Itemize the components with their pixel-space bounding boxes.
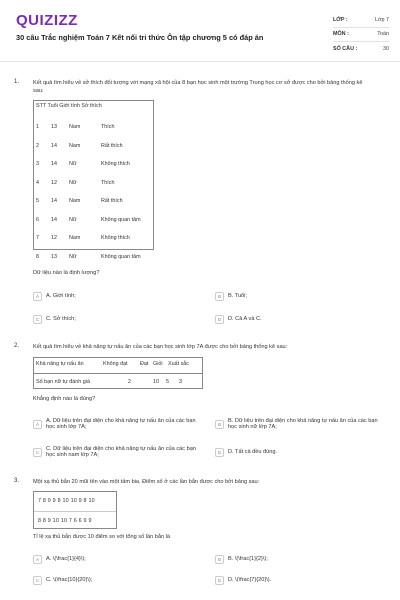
scores-row: 7 8 9 9 8 10 10 9 8 10 — [38, 498, 95, 504]
question-2 — [14, 343, 386, 469]
meta-panel — [333, 13, 389, 57]
subquestion: Tỉ lệ xạ thủ bắn được 10 điểm so với tổng số lần bắn là — [33, 534, 171, 540]
cell-hobby: Không quan tâm — [101, 216, 141, 223]
cooking-table — [33, 357, 203, 389]
header-cell: Không đạt — [103, 361, 128, 367]
cell-age: 12 — [51, 235, 57, 241]
question-text: Kết quả tìm hiểu về khả năng tự nấu ăn của các bạn học sinh lớp 7A được cho bởi bảng thống kê sau: — [33, 344, 288, 350]
cell-age: 13 — [51, 253, 57, 260]
cell-gender: Nam — [69, 124, 81, 130]
option-a[interactable] — [33, 553, 203, 566]
question-text: Kết quả tìm hiểu về sở thích đối tượng với mạng xã hội của 8 bạn học sinh một trường Trung học cơ sở được cho bởi bảng thống kê sau: — [33, 80, 363, 94]
question-text: Một xạ thủ bắn 20 mũi tên vào một tấm bia. Điểm số ở các lần bắn được cho bởi bảng sau: — [33, 479, 260, 485]
table-row — [36, 235, 154, 249]
option-text: D. \(\frac{7}{20}\). — [228, 577, 272, 584]
header-cell: Khả năng tự nấu ăn — [36, 361, 84, 367]
meta-value: 30 — [383, 46, 389, 53]
question-number: 2. — [14, 343, 20, 349]
option-letter: B — [215, 292, 224, 301]
option-d[interactable] — [215, 443, 385, 461]
option-letter: A — [33, 555, 42, 564]
option-letter: D — [215, 576, 224, 585]
cell-hobby: Thích — [101, 124, 115, 130]
table-header: STT Tuổi Giới tính Sở thích — [36, 103, 102, 109]
meta-key: MÔN : — [333, 31, 349, 38]
row-label: Số bạn nữ tự đánh giá — [36, 379, 90, 385]
cell-gender: Nam — [69, 142, 81, 149]
option-text: D. Cả A và C. — [228, 316, 262, 323]
option-text: C. \(\frac{10}{20}\); — [46, 577, 93, 584]
table-row — [36, 198, 154, 212]
option-b[interactable] — [215, 415, 385, 433]
option-a[interactable] — [33, 415, 203, 433]
option-letter: C — [33, 448, 42, 457]
option-d[interactable] — [215, 574, 385, 587]
option-a[interactable] — [33, 290, 203, 303]
page-title: 30 câu Trắc nghiệm Toán 7 Kết nối tri thức Ôn tập chương 5 có đáp án — [16, 33, 264, 42]
option-text: C. Sở thích; — [46, 316, 76, 323]
cell-value: 5 — [166, 379, 169, 385]
cell-stt: 6 — [36, 216, 39, 223]
meta-key: SỐ CÂU : — [333, 46, 358, 53]
cell-age: 14 — [51, 198, 57, 204]
option-letter: A — [33, 420, 42, 429]
option-text: A. Dữ liệu trên đại diện cho khả năng tự nấu ăn của các bạn học sinh lớp 7A; — [46, 417, 196, 430]
cell-stt: 5 — [36, 198, 39, 204]
option-c[interactable] — [33, 313, 203, 326]
option-text: B. \(\frac{1}{2}\); — [228, 556, 268, 563]
meta-value: Toán — [377, 31, 389, 38]
table-row — [36, 124, 154, 138]
question-1 — [14, 79, 386, 331]
table-row — [36, 217, 154, 231]
option-letter: B — [215, 555, 224, 564]
header-cell: Xuất sắc — [168, 361, 189, 367]
scores-row: 8 8 9 10 10 7 6 6 9 9 — [38, 518, 92, 524]
cell-gender: Nữ — [69, 161, 77, 167]
header-cell: Giỏi — [153, 361, 163, 367]
cell-hobby: Rất thích — [101, 198, 123, 204]
meta-row-grade — [333, 13, 389, 28]
cell-hobby: Rất thích — [101, 142, 123, 149]
option-letter: C — [33, 315, 42, 324]
cell-hobby: Không thích — [101, 161, 130, 167]
option-d[interactable] — [215, 313, 385, 326]
option-text: B. Dữ liệu trên đại diện cho khả năng tự nấu ăn của các bạn học sinh nữ lớp 7A; — [228, 417, 378, 430]
option-letter: D — [215, 315, 224, 324]
option-text: D. Tất cả đều đúng. — [228, 448, 278, 455]
option-text: B. Tuổi; — [228, 293, 247, 300]
option-text: A. \(\frac{1}{4}\); — [46, 556, 86, 563]
cell-value: 10 — [153, 379, 159, 385]
option-b[interactable] — [215, 553, 385, 566]
cell-age: 14 — [51, 161, 57, 167]
table-row — [36, 180, 154, 194]
cell-hobby: Thích — [101, 179, 115, 186]
stats-table — [33, 100, 154, 260]
option-c[interactable] — [33, 443, 203, 461]
cell-age: 12 — [51, 179, 57, 186]
cell-value: 3 — [179, 379, 182, 385]
cell-hobby: Không thích — [101, 235, 130, 241]
cell-age: 14 — [51, 142, 57, 149]
question-number: 1. — [14, 79, 20, 85]
cell-value: 2 — [128, 379, 131, 385]
cell-stt: 7 — [36, 235, 39, 241]
table-row — [36, 161, 154, 175]
cell-stt: 8 — [36, 253, 39, 260]
cell-gender: Nam — [69, 198, 81, 204]
header-cell: Đạt — [140, 361, 149, 367]
meta-row-subject — [333, 28, 389, 43]
cell-gender: Nữ — [69, 179, 77, 186]
meta-key: LỚP : — [333, 16, 348, 23]
cell-stt: 1 — [36, 124, 39, 130]
subquestion: Khẳng định nào là đúng? — [33, 396, 96, 402]
question-3 — [14, 478, 386, 596]
meta-row-count — [333, 42, 389, 57]
table-row — [36, 254, 154, 268]
scores-table — [33, 491, 117, 529]
question-number: 3. — [14, 478, 20, 484]
option-letter: C — [33, 576, 42, 585]
cell-hobby: Không quan tâm — [101, 253, 141, 260]
cell-gender: Nữ — [69, 253, 77, 260]
cell-stt: 2 — [36, 142, 39, 149]
table-divider — [34, 373, 202, 374]
option-text: A. Giới tính; — [46, 293, 76, 300]
cell-age: 13 — [51, 124, 57, 130]
option-b[interactable] — [215, 290, 385, 303]
option-c[interactable] — [33, 574, 203, 587]
subquestion: Dữ liệu nào là định lượng? — [33, 270, 100, 276]
page-header — [0, 0, 400, 62]
table-row — [36, 143, 154, 157]
option-text: C. Dữ liệu trên đại diện cho khả năng tự nấu ăn của các bạn học sinh nam lớp 7A; — [46, 445, 196, 458]
option-letter: D — [215, 448, 224, 457]
cell-stt: 4 — [36, 179, 39, 186]
cell-stt: 3 — [36, 161, 39, 167]
option-letter: B — [215, 420, 224, 429]
cell-gender: Nữ — [69, 216, 77, 223]
meta-value: Lớp 7 — [374, 16, 389, 23]
cell-age: 14 — [51, 216, 57, 223]
table-divider — [34, 511, 116, 512]
option-letter: A — [33, 292, 42, 301]
cell-gender: Nam — [69, 235, 81, 241]
quizizz-logo: QUIZIZZ — [16, 12, 78, 29]
